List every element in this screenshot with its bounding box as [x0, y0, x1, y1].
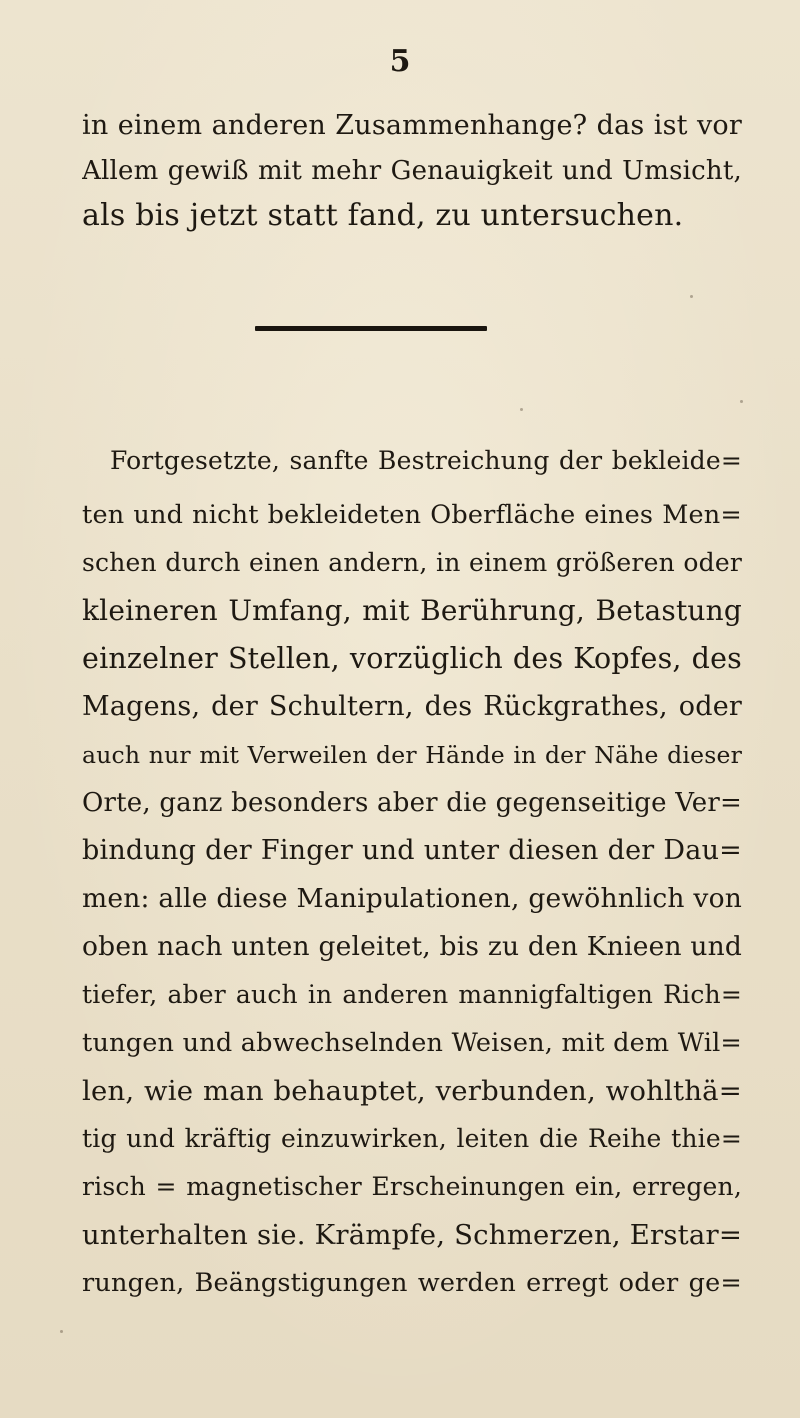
paragraph-2-line: ten und nicht bekleideten Oberfläche eines Men=	[82, 500, 742, 530]
paragraph-2-line: bindung der Finger und unter diesen der Dau=	[82, 835, 742, 866]
paper-speck	[520, 408, 523, 411]
section-divider	[255, 326, 487, 331]
page-number: 5	[389, 44, 411, 79]
paragraph-2-line: tiefer, aber auch in anderen mannigfaltigen Rich=	[82, 980, 742, 1009]
paragraph-2-line: tungen und abwechselnden Weisen, mit dem Wil=	[82, 1028, 742, 1058]
paragraph-2-line: Fortgesetzte, sanfte Bestreichung der bekleide=	[110, 446, 742, 475]
paragraph-2-line: auch nur mit Verweilen der Hände in der Nähe dieser	[82, 741, 742, 769]
paragraph-2-line: risch = magnetischer Erscheinungen ein, erregen,	[82, 1172, 742, 1201]
paragraph-2-line: men: alle diese Manipulationen, gewöhnlich von	[82, 883, 742, 914]
paragraph-2-line: oben nach unten geleitet, bis zu den Knieen und	[82, 931, 742, 962]
paragraph-2-line: unterhalten sie. Krämpfe, Schmerzen, Erstar=	[82, 1219, 742, 1251]
paragraph-1-line: Allem gewiß mit mehr Genauigkeit und Umsicht,	[82, 156, 742, 186]
paper-speck	[740, 400, 743, 403]
paragraph-1-line: als bis jetzt statt fand, zu untersuchen.	[82, 198, 684, 233]
paragraph-2-line: kleineren Umfang, mit Berührung, Betastung	[82, 594, 742, 627]
paragraph-2-line: einzelner Stellen, vorzüglich des Kopfes, des	[82, 642, 742, 675]
paragraph-2-line: tig und kräftig einzuwirken, leiten die Reihe thie=	[82, 1124, 742, 1153]
paper-speck	[60, 1330, 63, 1333]
paragraph-2-line: Orte, ganz besonders aber die gegenseitige Ver=	[82, 788, 742, 818]
paragraph-2-line: rungen, Beängstigungen werden erregt oder ge=	[82, 1268, 742, 1298]
paragraph-2-line: Magens, der Schultern, des Rückgrathes, oder	[82, 691, 742, 722]
paragraph-2-line: schen durch einen andern, in einem größeren oder	[82, 548, 742, 577]
paper-speck	[690, 295, 693, 298]
paragraph-1-line: in einem anderen Zusammenhange? das ist vor	[82, 110, 742, 141]
paragraph-2-line: len, wie man behauptet, verbunden, wohlthä=	[82, 1075, 742, 1107]
